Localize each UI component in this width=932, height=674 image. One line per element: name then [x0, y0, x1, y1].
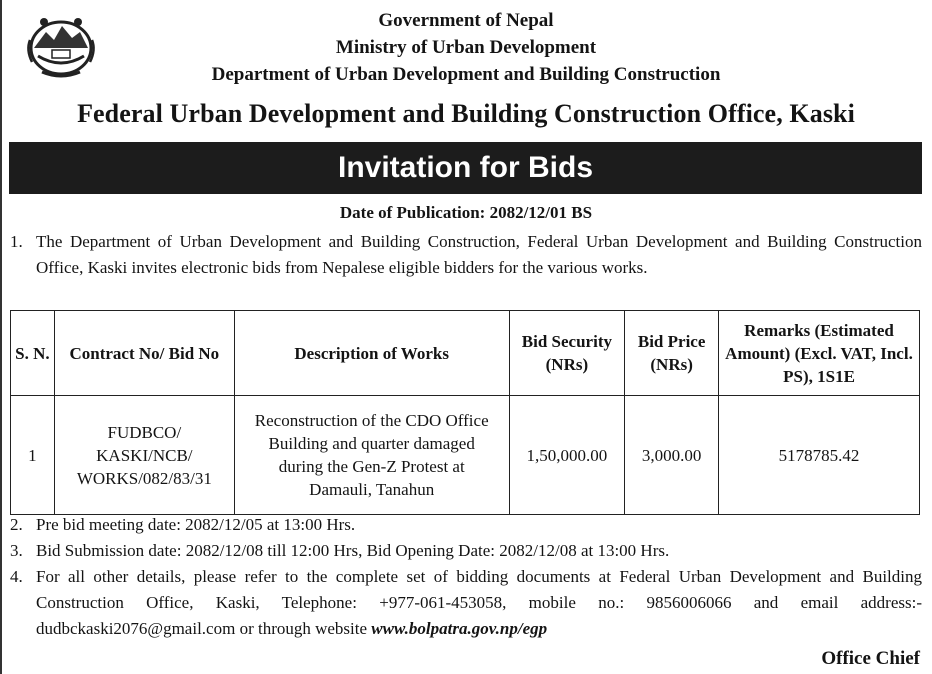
header-price: Bid Price (NRs) — [625, 311, 719, 396]
department-heading: Department of Urban Development and Building Construction — [211, 64, 721, 85]
header-sn: S. N. — [11, 311, 55, 396]
paragraph-text: The Department of Urban Development and Building Construction, Federal Urban Development and Building Construction Office, Kaski invites electronic bids from Nepalese eligible bidders for the various works. — [36, 232, 922, 277]
paragraph-text: Pre bid meeting date: 2082/12/05 at 13:00 Hrs. — [36, 515, 356, 534]
office-chief-signoff: Office Chief — [821, 648, 920, 669]
ministry-heading: Ministry of Urban Development — [335, 37, 597, 58]
header-contract: Contract No/ Bid No — [54, 311, 234, 396]
office-heading: Federal Urban Development and Building Construction Office, Kaski — [77, 99, 855, 128]
bids-table — [10, 310, 920, 515]
header-remarks: Remarks (Estimated Amount) (Excl. VAT, Incl. PS), 1S1E — [719, 311, 920, 396]
paragraph-text-wrap — [36, 564, 922, 642]
header-description: Description of Works — [234, 311, 509, 396]
paragraph-1 — [10, 229, 922, 281]
header-security: Bid Security (NRs) — [509, 311, 625, 396]
government-heading: Government of Nepal — [378, 10, 554, 31]
website-link[interactable]: www.bolpatra.gov.np/egp — [371, 619, 548, 638]
cell-description: Reconstruction of the CDO Office Building and quarter damaged during the Gen-Z Protest at Damauli, Tanahun — [234, 396, 509, 515]
paragraph-3 — [10, 538, 922, 564]
cell-price: 3,000.00 — [625, 396, 719, 515]
paragraph-4 — [10, 564, 922, 642]
paragraph-number: 3. — [10, 541, 23, 560]
cell-security: 1,50,000.00 — [509, 396, 625, 515]
cell-contract: FUDBCO/ KASKI/NCB/ WORKS/082/83/31 — [54, 396, 234, 515]
paragraph-number: 4. — [10, 567, 23, 586]
table-row — [11, 396, 920, 515]
paragraph-number: 2. — [10, 515, 23, 534]
paragraph-text: For all other details, please refer to the complete set of bidding documents at Federal Urban Development and Building Construction Office, Kaski, Telephone: +977-061-453058, mobile no.: 9856006066 and email address:- dudbckaski2076@gmail.com or through website — [36, 567, 922, 638]
paragraph-number: 1. — [10, 232, 23, 251]
paragraph-2 — [10, 512, 922, 538]
invitation-banner: Invitation for Bids — [9, 142, 922, 194]
publication-date: Date of Publication: 2082/12/01 BS — [339, 203, 593, 222]
table-header-row — [11, 311, 920, 396]
paragraph-text: Bid Submission date: 2082/12/08 till 12:00 Hrs, Bid Opening Date: 2082/12/08 at 13:00 Hrs. — [36, 541, 670, 560]
cell-sn: 1 — [11, 396, 55, 515]
cell-remarks: 5178785.42 — [719, 396, 920, 515]
